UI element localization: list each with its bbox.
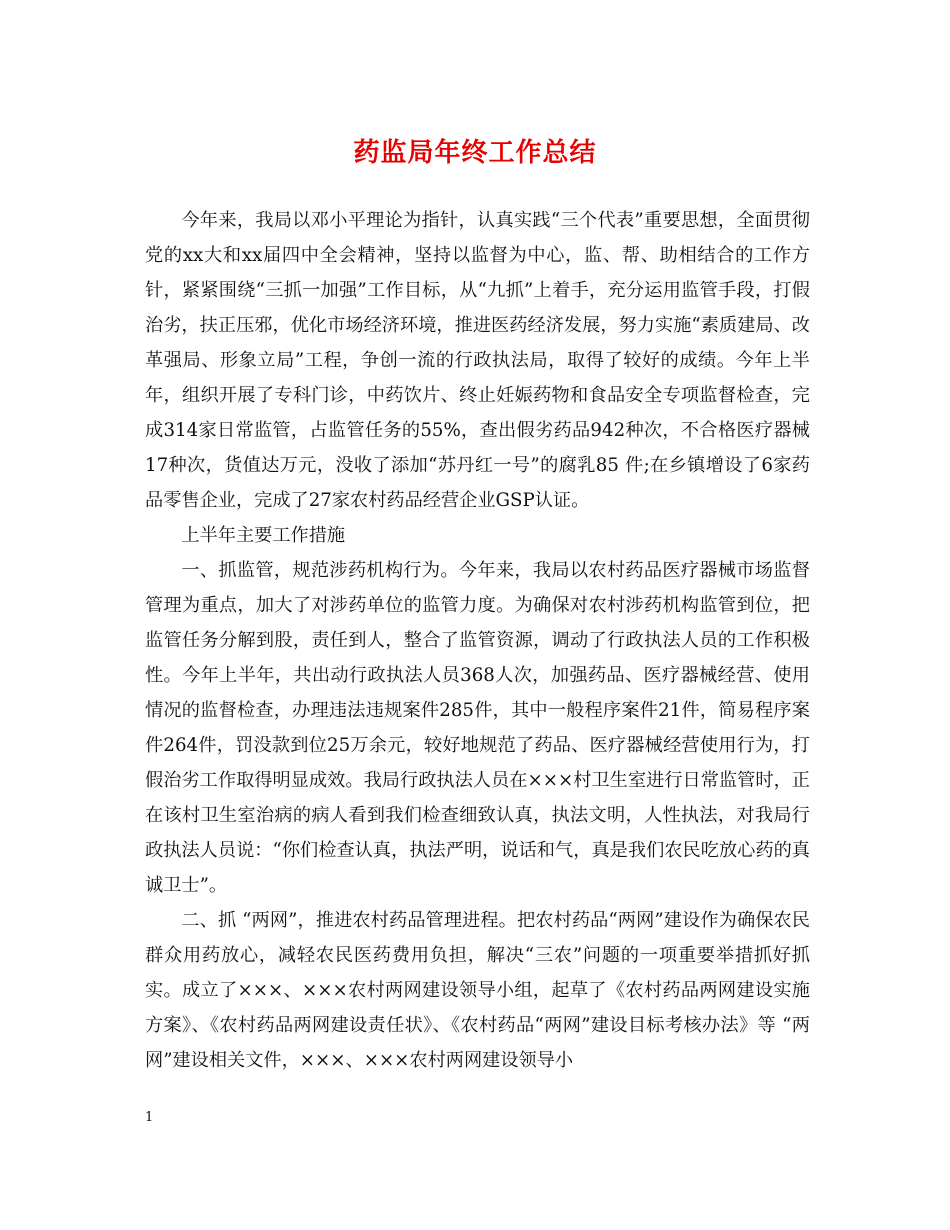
page-number: 1 — [145, 1110, 154, 1125]
paragraph-two-networks: 二、抓 “两网”，推进农村药品管理进程。把农村药品“两网”建设作为确保农民群众用药放心，减轻农民医药费用负担，解决“三农”问题的一项重要举措抓好抓实。成立了×××、×××农村两网建设领导小组，起草了《农村药品两网建设实施方案》、《农村药品两网建设责任状》、《农村药品“两网”建设目标考核办法》等 “两网”建设相关文件，×××、×××农村两网建设领导小 — [145, 910, 810, 1071]
document-title: 药监局年终工作总结 — [353, 138, 597, 168]
paragraph-section-heading: 上半年主要工作措施 — [181, 525, 346, 546]
paragraph-intro: 今年来，我局以邓小平理论为指针，认真实践“三个代表”重要思想，全面贯彻党的xx大和xx届四中全会精神，坚持以监督为中心，监、帮、助相结合的工作方针，紧紧围绕“三抓一加强”工作目标，从“九抓”上着手，充分运用监管手段，打假治劣，扶正压邪，优化市场经济环境，推进医药经济发展，努力实施“素质建局、改革强局、形象立局”工程，争创一流的行政执法局，取得了较好的成绩。今年上半年，组织开展了专科门诊，中药饮片、终止妊娠药物和食品安全专项监督检查，完成314家日常监管，占监管任务的55%，查出假劣药品942种次，不合格医疗器械17种次，货值达万元，没收了添加“苏丹红一号”的腐乳85 件;在乡镇增设了6家药品零售企业，完成了27家农村药品经营企业GSP认证。 — [145, 210, 810, 511]
paragraph-supervision: 一、抓监管，规范涉药机构行为。今年来，我局以农村药品医疗器械市场监督管理为重点，加大了对涉药单位的监管力度。为确保对农村涉药机构监管到位，把监管任务分解到股，责任到人，整合了监管资源，调动了行政执法人员的工作积极性。今年上半年，共出动行政执法人员368人次，加强药品、医疗器械经营、使用情况的监督检查，办理违法违规案件285件，其中一般程序案件21件，简易程序案件264件，罚没款到位25万余元，较好地规范了药品、医疗器械经营使用行为，打假治劣工作取得明显成效。我局行政执法人员在×××村卫生室进行日常监管时，正在该村卫生室治病的病人看到我们检查细致认真，执法文明，人性执法，对我局行政执法人员说：“你们检查认真，执法严明，说话和气，真是我们农民吃放心药的真诚卫士”。 — [145, 560, 810, 896]
document-body — [145, 203, 810, 1078]
